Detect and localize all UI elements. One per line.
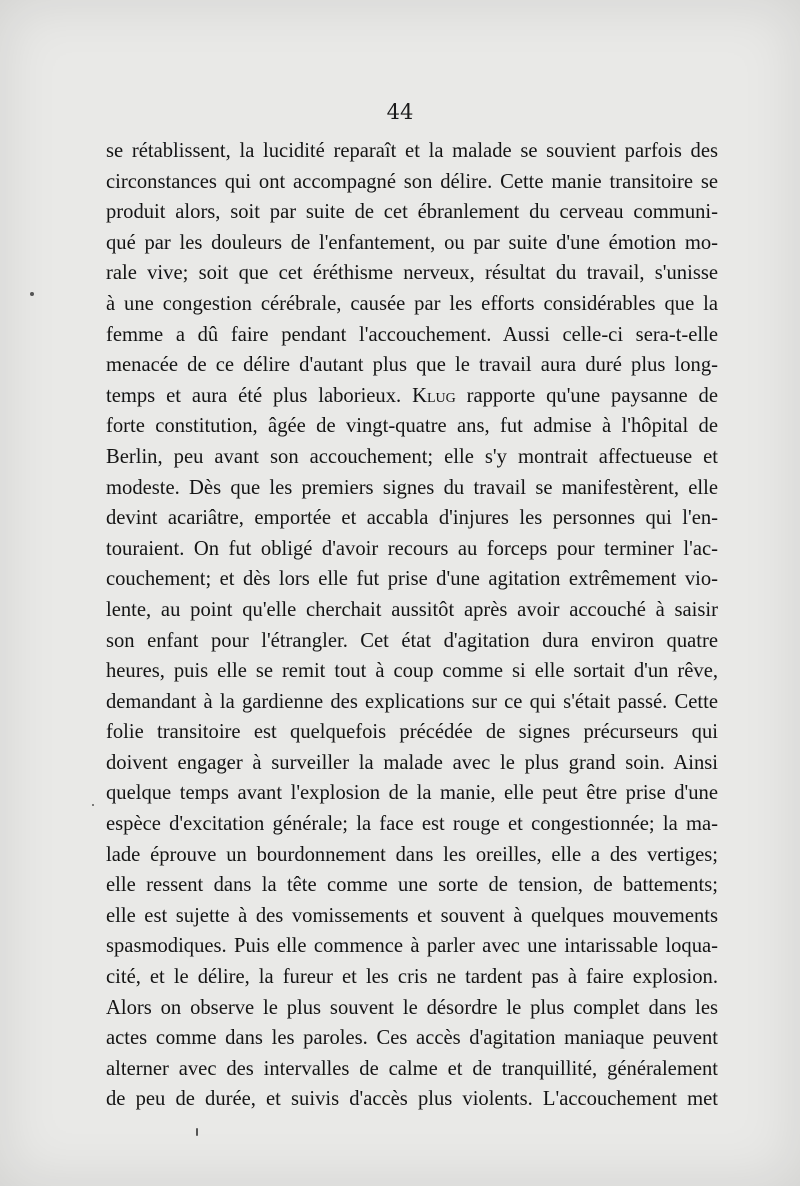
text-line: elle ressent dans la tête comme une sorte de tension, de battements;: [106, 874, 718, 897]
text-line: demandant à la gardienne des explications sur ce qui s'était passé. Cette: [106, 690, 718, 713]
page-number: 44: [386, 100, 414, 124]
text-line: espèce d'excitation générale; la face est rouge et congestionnée; la ma-: [106, 813, 718, 836]
text-line: spasmodiques. Puis elle commence à parler avec une intarissable loqua-: [106, 935, 718, 958]
text-line: à une congestion cérébrale, causée par les efforts considérables que la: [106, 292, 718, 315]
text-line: alterner avec des intervalles de calme et de tranquillité, généralement: [106, 1057, 718, 1080]
text-line: temps et aura été plus laborieux. Klug rapporte qu'une paysanne de: [106, 384, 718, 407]
text-line: actes comme dans les paroles. Ces accès d'agitation maniaque peuvent: [106, 1027, 718, 1050]
text-line: lente, au point qu'elle cherchait aussitôt après avoir accouché à saisir: [106, 598, 718, 621]
text-line: forte constitution, âgée de vingt-quatre ans, fut admise à l'hôpital de: [106, 415, 718, 438]
text-line: son enfant pour l'étrangler. Cet état d'agitation dura environ quatre: [106, 629, 718, 652]
text-line: Alors on observe le plus souvent le désordre le plus complet dans les: [106, 996, 718, 1019]
paper-speck: [30, 292, 34, 296]
text-line: devint acariâtre, emportée et accabla d'injures les personnes qui l'en-: [106, 507, 718, 530]
paper-speck: [92, 804, 94, 806]
text-line: femme a dû faire pendant l'accouchement. Aussi celle-ci sera-t-elle: [106, 323, 718, 346]
text-line: heures, puis elle se remit tout à coup comme si elle sortait d'un rêve,: [106, 660, 718, 683]
text-line: rale vive; soit que cet éréthisme nerveux, résultat du travail, s'unisse: [106, 262, 718, 285]
text-line: cité, et le délire, la fureur et les cris ne tardent pas à faire explosion.: [106, 966, 718, 989]
text-line: de peu de durée, et suivis d'accès plus violents. L'accouchement met: [106, 1088, 718, 1111]
text-line: elle est sujette à des vomissements et souvent à quelques mouvements: [106, 904, 718, 927]
text-line: folie transitoire est quelquefois précédée de signes précurseurs qui: [106, 721, 718, 744]
text-line: doivent engager à surveiller la malade avec le plus grand soin. Ainsi: [106, 751, 718, 774]
text-line: modeste. Dès que les premiers signes du travail se manifestèrent, elle: [106, 476, 718, 499]
text-line: touraient. On fut obligé d'avoir recours au forceps pour terminer l'ac-: [106, 537, 718, 560]
body-text: [106, 136, 718, 1115]
text-line: quelque temps avant l'explosion de la manie, elle peut être prise d'une: [106, 782, 718, 805]
text-line: couchement; et dès lors elle fut prise d'une agitation extrêmement vio-: [106, 568, 718, 591]
text-line: lade éprouve un bourdonnement dans les oreilles, elle a des vertiges;: [106, 843, 718, 866]
text-line: se rétablissent, la lucidité reparaît et la malade se souvient parfois des: [106, 140, 718, 162]
text-line: circonstances qui ont accompagné son délire. Cette manie transitoire se: [106, 170, 718, 193]
text-line: qué par les douleurs de l'enfantement, ou par suite d'une émotion mo-: [106, 231, 718, 254]
author-name: Klug: [412, 384, 456, 407]
text-line: produit alors, soit par suite de cet ébranlement du cerveau communi-: [106, 201, 718, 224]
text-line: menacée de ce délire d'autant plus que le travail aura duré plus long-: [106, 354, 718, 377]
text-line: Berlin, peu avant son accouchement; elle s'y montrait affectueuse et: [106, 445, 718, 468]
paper-speck: [196, 1128, 198, 1136]
